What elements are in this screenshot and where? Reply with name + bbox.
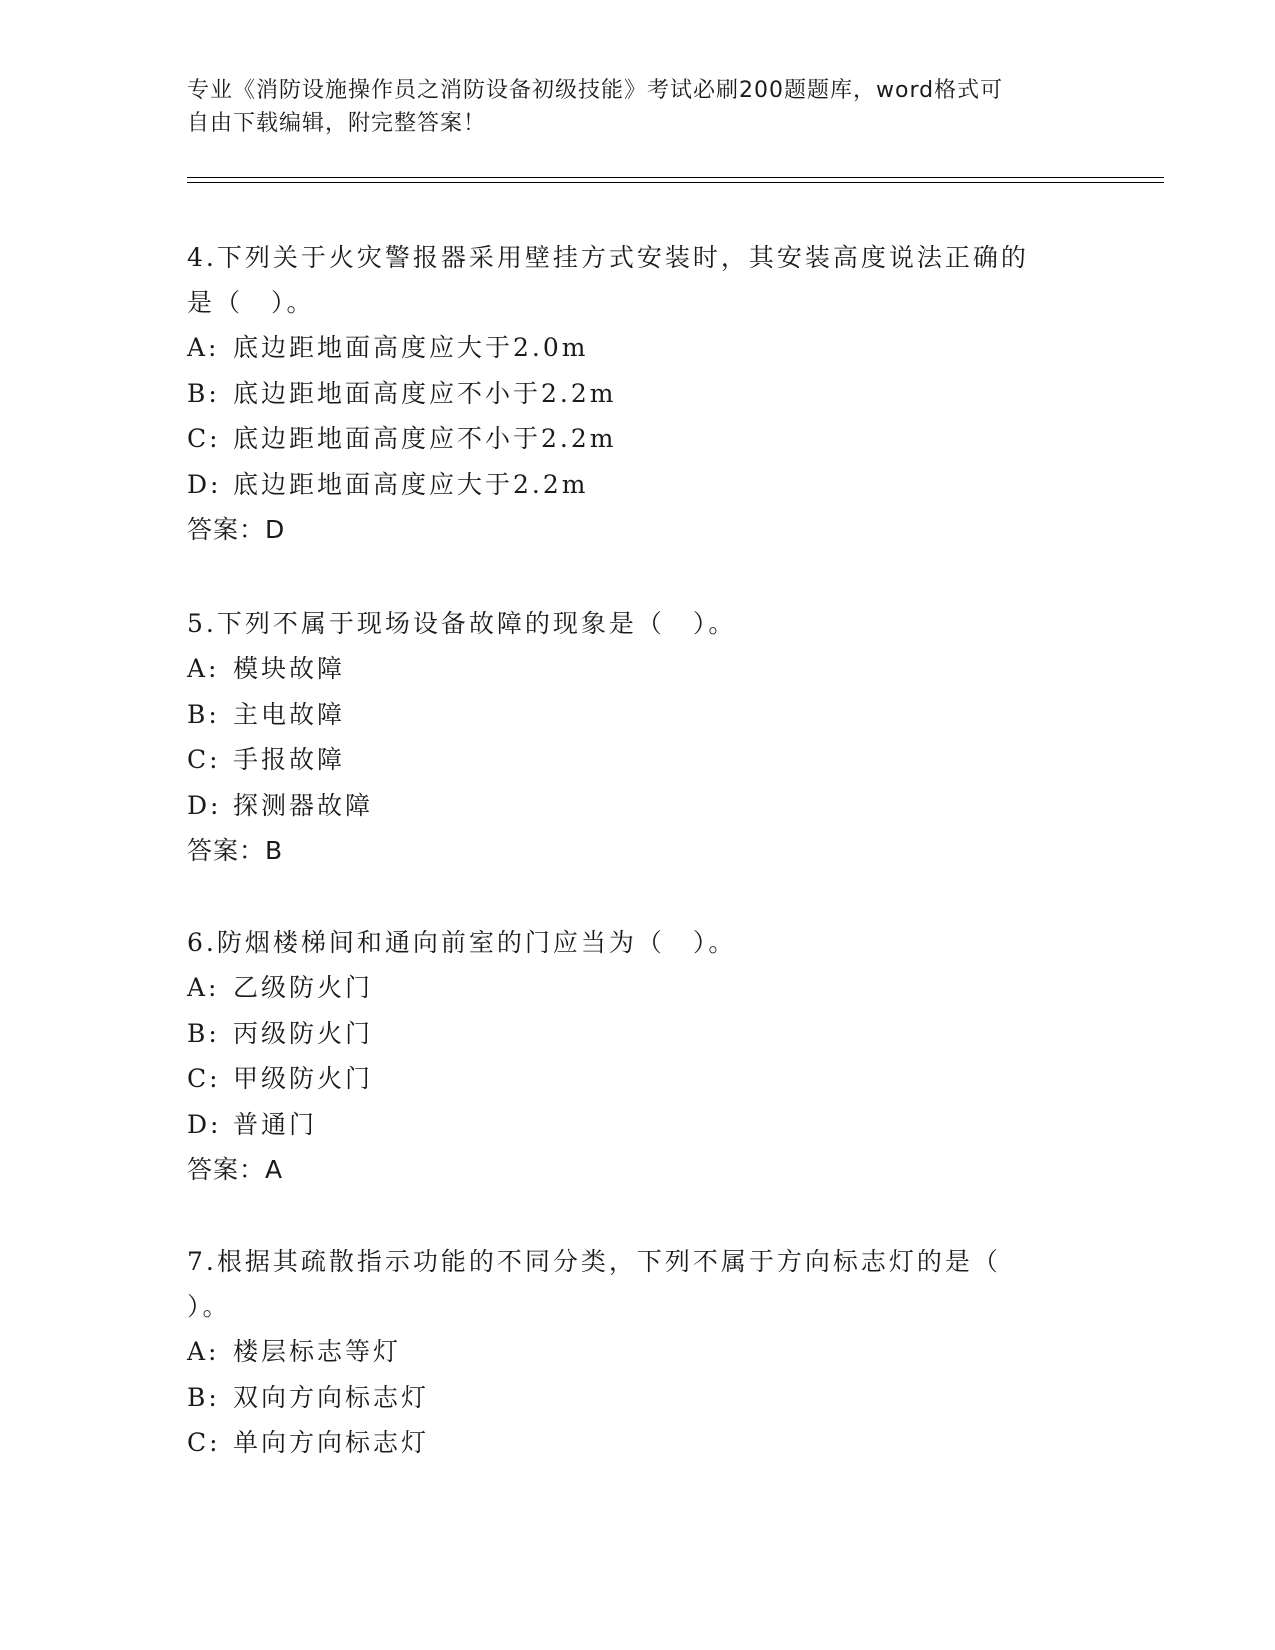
answer: 答案：D (187, 515, 286, 544)
answer: 答案：B (187, 836, 284, 865)
option-b (187, 692, 1087, 738)
option-text: 手报故障 (233, 745, 346, 774)
option-a (187, 1329, 1087, 1375)
option-text: 底边距地面高度应不小于2.2m (233, 424, 617, 453)
option-key: D: (187, 469, 222, 499)
question-text-line-1: 4.下列关于火灾警报器采用壁挂方式安装时，其安装高度说法正确的 (187, 243, 1029, 272)
option-key: C: (187, 1428, 221, 1457)
option-text: 底边距地面高度应大于2.2m (233, 469, 589, 499)
option-d (187, 783, 1087, 829)
option-key: D: (187, 790, 222, 820)
option-text: 底边距地面高度应不小于2.2m (233, 378, 617, 408)
option-key: A: (187, 654, 220, 683)
option-c (187, 1420, 1087, 1466)
question-text-line-2: ）。 (187, 1292, 231, 1321)
option-key: B: (187, 1018, 220, 1048)
option-b (187, 1375, 1087, 1421)
question-text-line-2: 是（ ）。 (187, 288, 315, 317)
question-text: 6.防烟楼梯间和通向前室的门应当为（ ）。 (187, 928, 737, 957)
question-text (187, 1239, 1087, 1329)
option-text: 底边距地面高度应大于2.0m (233, 333, 589, 362)
question-6 (187, 920, 1087, 1193)
question-text: 5.下列不属于现场设备故障的现象是（ ）。 (187, 609, 737, 638)
question-5 (187, 601, 1087, 874)
option-text: 双向方向标志灯 (233, 1382, 430, 1412)
question-text (187, 235, 1087, 325)
option-c (187, 1056, 1087, 1102)
option-a (187, 325, 1087, 371)
answer: 答案：A (187, 1155, 284, 1184)
option-text: 模块故障 (233, 654, 346, 683)
header-rule-bottom (187, 182, 1164, 183)
option-text: 乙级防火门 (233, 973, 374, 1002)
option-text: 丙级防火门 (233, 1018, 374, 1048)
question-7 (187, 1239, 1087, 1466)
option-key: B: (187, 378, 220, 408)
option-key: C: (187, 1064, 221, 1093)
option-key: A: (187, 973, 220, 1002)
option-text: 甲级防火门 (233, 1064, 374, 1093)
header-line-2: 自由下载编辑，附完整答案！ (187, 111, 487, 136)
option-key: D: (187, 1109, 222, 1139)
option-key: A: (187, 333, 220, 362)
option-key: A: (187, 1337, 220, 1366)
option-key: C: (187, 745, 221, 774)
option-text: 普通门 (233, 1109, 318, 1139)
question-4 (187, 235, 1087, 553)
option-key: B: (187, 1382, 220, 1412)
option-c (187, 737, 1087, 783)
document-header (187, 74, 1087, 140)
option-key: C: (187, 424, 221, 453)
header-line-1: 专业《消防设施操作员之消防设备初级技能》考试必刷200题题库，word格式可 (187, 78, 1004, 103)
option-b (187, 1011, 1087, 1057)
option-b (187, 371, 1087, 417)
option-c (187, 416, 1087, 462)
option-text: 单向方向标志灯 (233, 1428, 430, 1457)
option-text: 探测器故障 (233, 790, 374, 820)
header-rule-top (187, 177, 1164, 178)
option-key: B: (187, 699, 220, 729)
option-a (187, 646, 1087, 692)
option-d (187, 462, 1087, 508)
question-text-line-1: 7.根据其疏散指示功能的不同分类，下列不属于方向标志灯的是（ (187, 1247, 1001, 1276)
option-d (187, 1102, 1087, 1148)
option-a (187, 965, 1087, 1011)
option-text: 楼层标志等灯 (233, 1337, 402, 1366)
option-text: 主电故障 (233, 699, 346, 729)
